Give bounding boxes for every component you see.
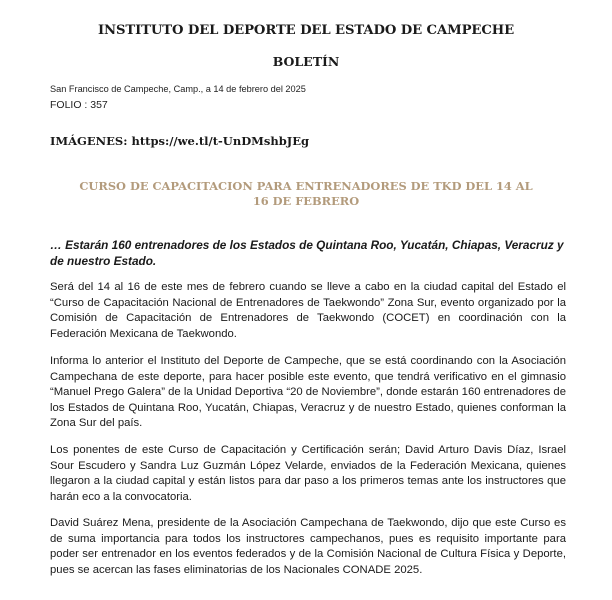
images-line (50, 134, 309, 148)
body-paragraph: Los ponentes de este Curso de Capacitación y Certificación serán; David Arturo Davis Díaz, Israel Sour Escudero y Sandra Luz Guzmán López Velarde, enviados de la Federación Mexicana, quienes llegaron a la ciudad capital y están listos para dar paso a los primeros temas ante los instructores que harán eco a la convocatoria. (50, 444, 566, 503)
body-paragraph: Será del 14 al 16 de este mes de febrero cuando se lleve a cabo en la ciudad capital del Estado el “Curso de Capacitación Nacional de Entrenadores de Taekwondo” Zona Sur, evento organizado por la Comisión de Capacitación de Entrenadores de Taekwondo (COCET) en coordinación con la Federación Mexicana de Taekwondo. (50, 281, 566, 340)
images-link[interactable]: https://we.tl/t-UnDMshbJEg (131, 134, 310, 148)
document-type: BOLETÍN (272, 54, 340, 69)
organization-title: INSTITUTO DEL DEPORTE DEL ESTADO DE CAMPECHE (97, 23, 515, 38)
body-paragraph: Informa lo anterior el Instituto del Deporte de Campeche, que se está coordinando con la Asociación Campechana de este deporte, para hacer posible este evento, que tendrá verificativo en el gimnasio “Manuel Prego Galera” de la Unidad Deportiva “20 de Noviembre”, donde estarán 160 entrenadores de los Estados de Quintana Roo, Yucatán, Chiapas, Veracruz y de nuestro Estado, quienes conforman la Zona Sur del país. (50, 355, 566, 430)
images-label: IMÁGENES: (50, 134, 128, 148)
lead-paragraph: … Estarán 160 entrenadores de los Estados de Quintana Roo, Yucatán, Chiapas, Veracruz y de nuestro Estado. (50, 238, 564, 268)
folio-number: FOLIO : 357 (50, 99, 108, 111)
dateline: San Francisco de Campeche, Camp., a 14 de febrero del 2025 (50, 84, 306, 94)
course-title: CURSO DE CAPACITACION PARA ENTRENADORES DE TKD DEL 14 AL 16 DE FEBRERO (79, 179, 533, 208)
body-paragraph: David Suárez Mena, presidente de la Asociación Campechana de Taekwondo, dijo que este Curso es de suma importancia para todos los instructores campechanos, pues es requisito importante para poder ser entrenador en los eventos federados y de la Comisión Nacional de Cultura Física y Deporte, pues se acercan las fases eliminatorias de los Nacionales CONADE 2025. (50, 517, 566, 576)
